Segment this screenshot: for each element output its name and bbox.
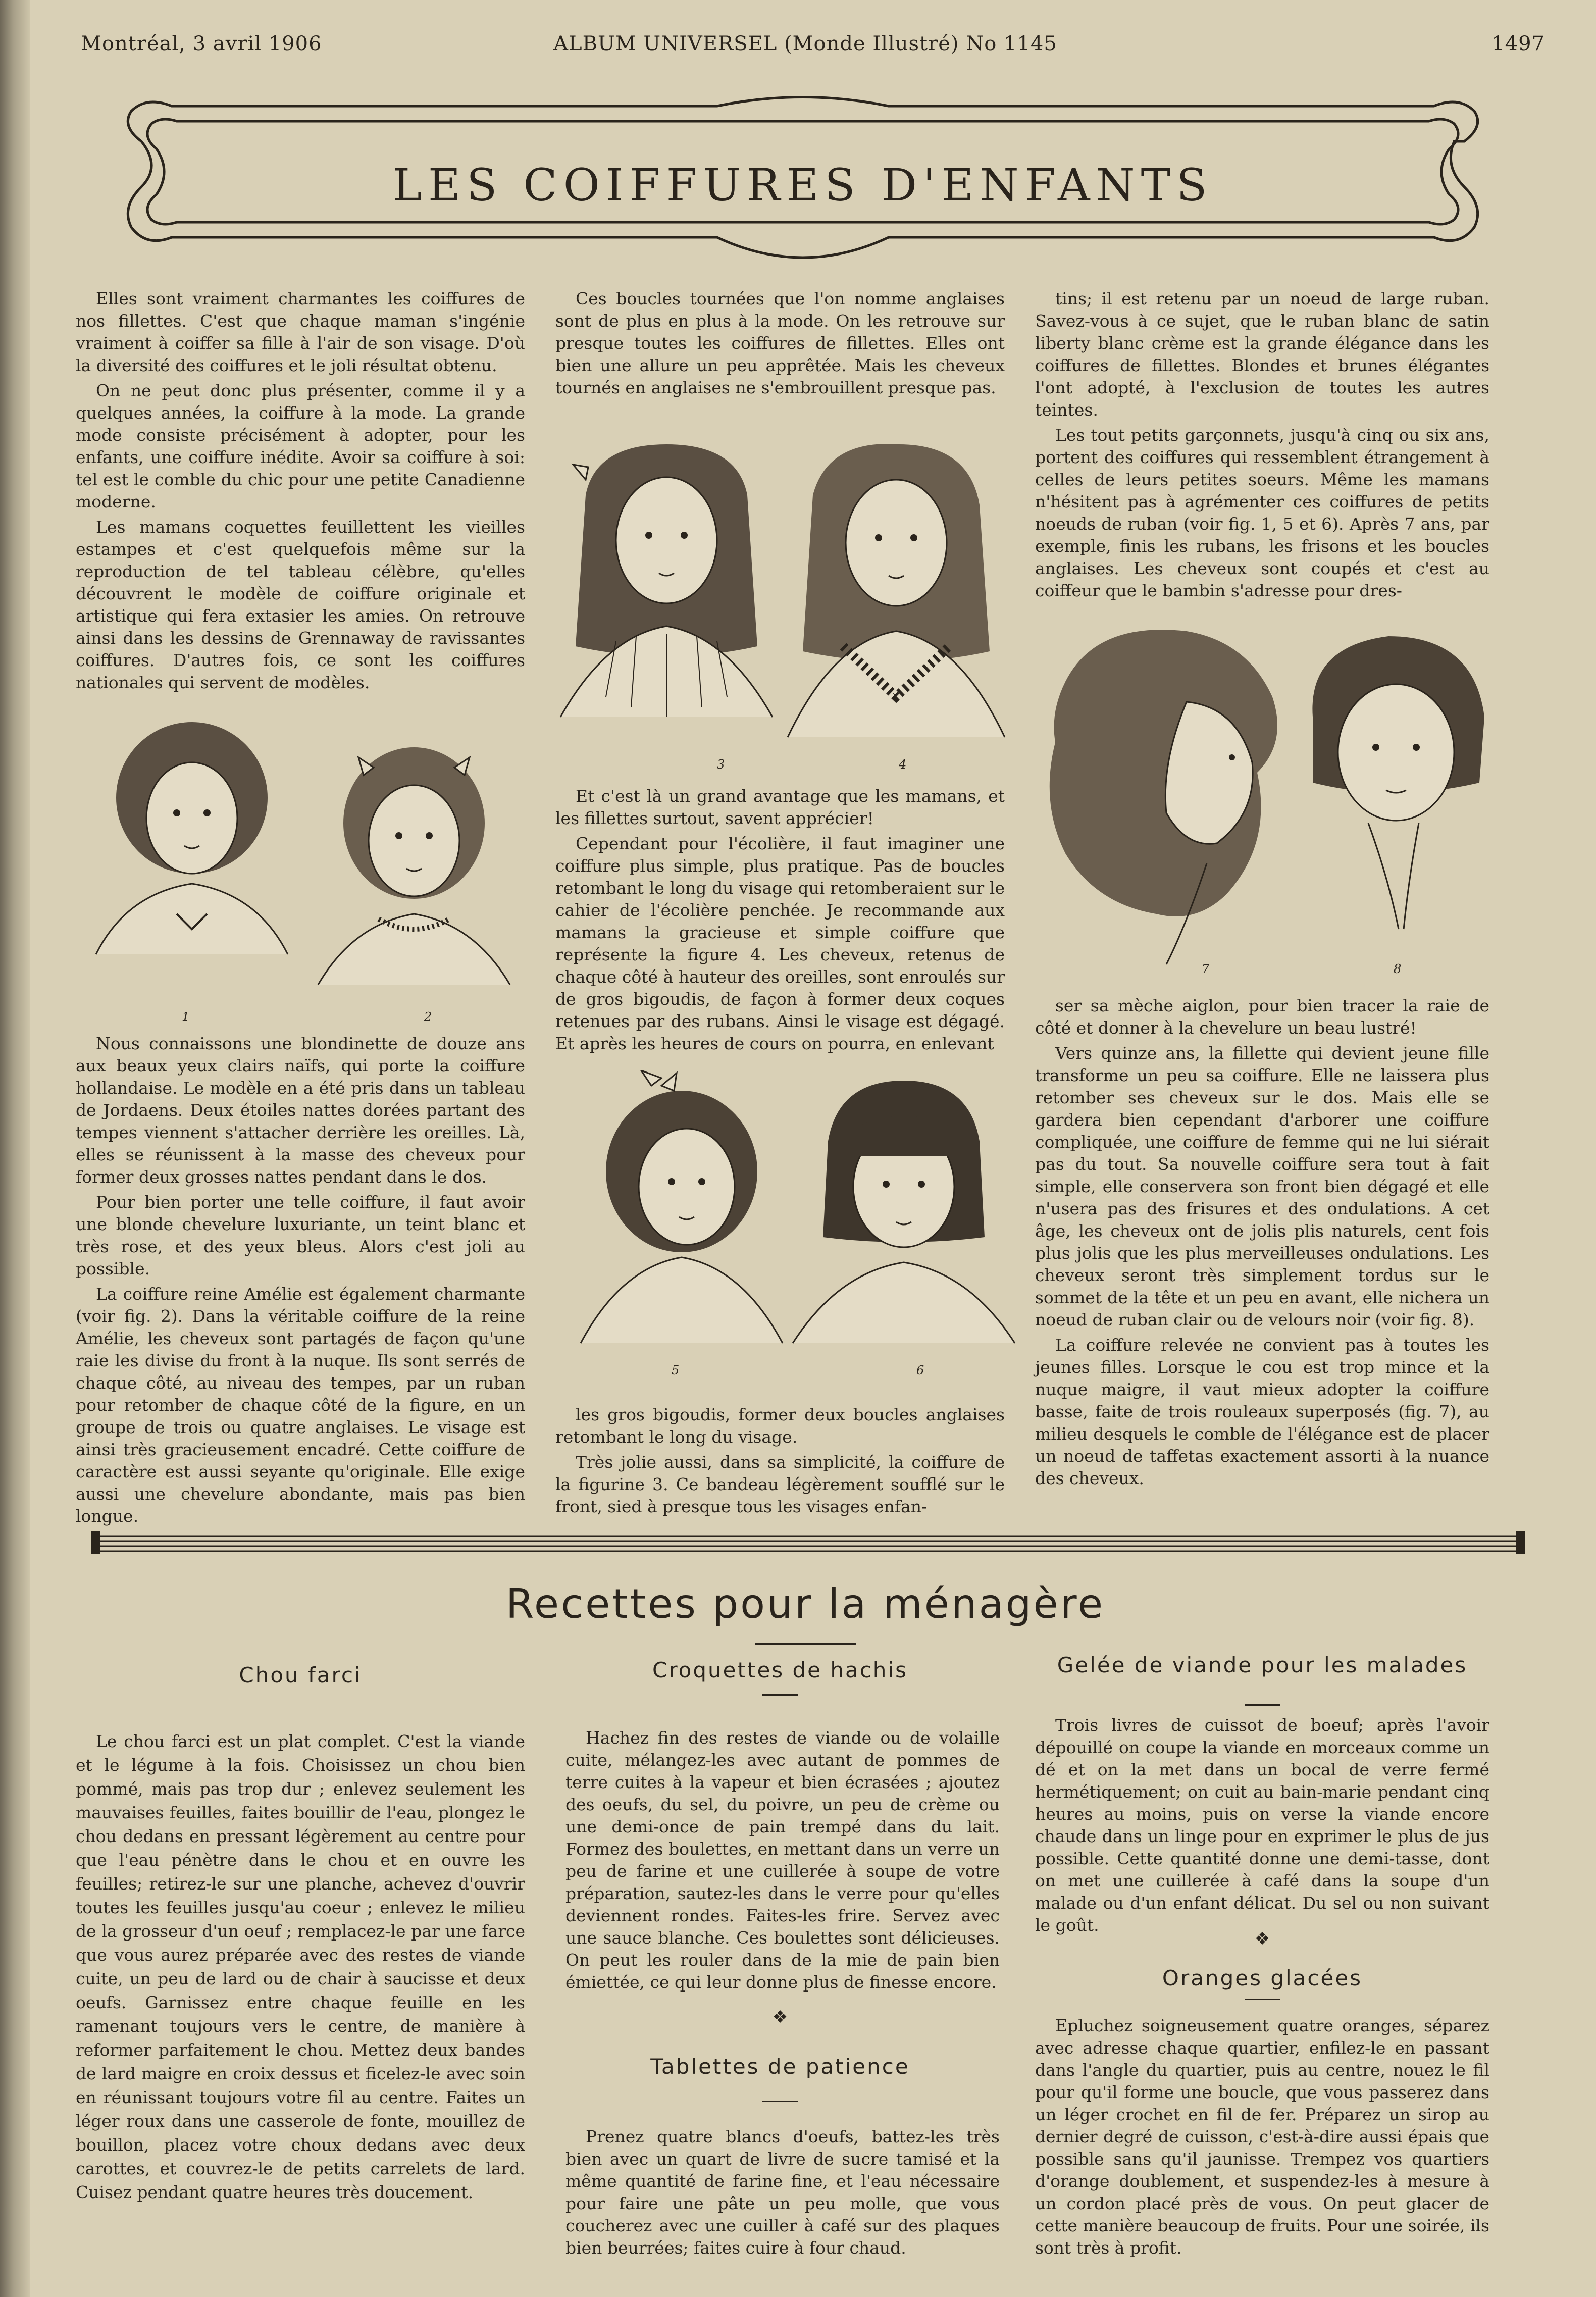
paragraph: ser sa mèche aiglon, pour bien tracer la raie de côté et donner à la chevelure un beau lustré! [1035, 996, 1489, 1038]
recipe-text-croquettes: Hachez fin des restes de viande ou de volaille cuite, mélangez-les avec autant de pommes de terre cuites à la vapeur et bien écrasées ; ajoutez des oeufs, du sel, du poivre, un peu de crème ou une demi-once de pain trempé dans du lait. Formez des boulettes, en mettant dans un verre un peu de farine et une cuillerée à soupe de votre préparation, sautez-les dans le verre pour qu'elles deviennent rondes. Faites-les frire. Servez avec une sauce blanche. Ces boulettes sont délicieuses. On peut les rouler dans de la mie de pain bien émiettée, ce qui leur donne plus de finesse encore. [565, 1728, 1000, 1992]
short-rule [762, 2101, 798, 2102]
article-column-2-bottom [555, 1404, 1005, 1521]
article-column-3-top [1035, 288, 1489, 605]
masthead [61, 32, 1550, 68]
paragraph: Cependant pour l'écolière, il faut imaginer une coiffure plus simple, plus pratique. Pas de boucles retombant le long du visage qui retomberaient sur le cahier de l'écolière penchée. Je recommande aux mamans la gracieuse et simple coiffure que représente la figure 4. Les cheveux, retenus de chaque côté à hauteur des oreilles, sont enroulés sur de gros bigoudis, de façon à former deux coques retenues par des rubans. Ainsi le visage est dégagé. Et après les heures de cours on pourra, en enlevant [555, 834, 1005, 1053]
paragraph: Les tout petits garçonnets, jusqu'à cinq ou six ans, portent des coiffures qui ressemblent étrangement à celles de leurs petites soeurs. Même les mamans n'hésitent pas à agrémenter ces coiffures de petits noeuds de ruban (voir fig. 1, 5 et 6). Après 7 ans, par exemple, finis les rubans, les frisons et les boucles anglaises. Les cheveux sont coupés et c'est au coiffeur que le bambin s'adresse pour dres- [1035, 425, 1489, 600]
paragraph: les gros bigoudis, former deux boucles anglaises retombant le long du visage. [555, 1405, 1005, 1447]
figure-4-girl [778, 434, 1015, 747]
figure-2-girl [303, 737, 525, 990]
figure-caption: 1 [182, 1010, 190, 1024]
article-column-2-top [555, 288, 1005, 402]
recipe-text-gelee: Trois livres de cuissot de boeuf; après l'avoir dépouillé on coupe la viande en morceaux comme un dé et on la met dans un bocal de verre fermé hermétiquement; on cuit au bain-marie pendant cinq heures au moins, puis on verse la viande encore chaude dans un linge pour en exprimer le plus de jus possible. Cette quantité donne une demi-tasse, dont on met une cuillerée à café dans la soupe d'un malade ou d'un enfant délicat. Du sel ou non suivant le goût. [1035, 1715, 1489, 1935]
paragraph: Vers quinze ans, la fillette qui devient jeune fille transforme un peu sa coiffure. Elle ne laissera plus retomber ses cheveux sur le dos. Mais elle se gardera bien cependant d'arborer une coiffure compliquée, une coiffure de femme qui ne lui siérait pas du tout. Sa nouvelle coiffure sera tout à fait simple, elle conservera son front bien dégagé et elle n'usera pas des frisures et des ondulations. A cet âge, les cheveux ont de jolis plis naturels, cent fois plus jolis que les plus merveilleuses ondulations. Les cheveux seront très simplement tordus sur le sommet de la tête et un peu en avant, elle nichera un noeud de ruban clair ou de velours noir (voir fig. 8). [1035, 1043, 1489, 1330]
section-divider [91, 1530, 1525, 1555]
page-number: 1497 [1491, 32, 1545, 56]
paragraph: Et c'est là un grand avantage que les mamans, et les fillettes surtout, savent apprécier! [555, 786, 1005, 828]
figure-caption: 4 [899, 757, 907, 772]
figure-3-girl [555, 434, 778, 747]
paragraph: La coiffure relevée ne convient pas à toutes les jeunes filles. Lorsque le cou est trop mince et la nuque maigre, il vaut mieux adopter la coiffure basse, faite de trois rouleaux superposés (fig. 7), au milieu desquels le comble de l'élégance est de placer un noeud de taffetas exactement assorti à la nuance des cheveux. [1035, 1335, 1489, 1488]
article-column-1-top [76, 288, 525, 697]
recipe-title-croquettes: Croquettes de hachis [652, 1658, 908, 1682]
figure-1-girl [86, 712, 298, 964]
short-rule [1245, 1704, 1280, 1706]
masthead-date: Montréal, 3 avril 1906 [81, 32, 322, 56]
article-title: LES COIFFURES D'ENFANTS [392, 159, 1213, 211]
short-rule [762, 1694, 798, 1696]
article-column-2-middle [555, 785, 1005, 1058]
figure-5-girl [576, 1070, 788, 1353]
title-underline [755, 1643, 856, 1645]
ornament: ❖ [1254, 1929, 1270, 1949]
figure-caption: 7 [1202, 962, 1210, 976]
masthead-publication: ALBUM UNIVERSEL (Monde Illustré) No 1145 [553, 32, 1057, 56]
paragraph: Les mamans coquettes feuillettent les vieilles estampes et c'est quelquefois même sur la reproduction de tel tableau célèbre, qu'elles découvrent le modèle de coiffure originale et artistique qui fera extasier les amies. On retrouve ainsi dans les dessins de Grennaway de ravissantes coiffures. D'autres fois, ce sont les coiffures nationales qui servent de modèles. [76, 517, 525, 692]
paragraph: Pour bien porter une telle coiffure, il faut avoir une blonde chevelure luxuriante, un teint blanc et très rose, et des yeux bleus. Alors c'est joli au possible. [76, 1192, 525, 1279]
article-title-frame [111, 86, 1495, 288]
figure-caption: 3 [717, 757, 725, 772]
recipe-text-oranges: Epluchez soigneusement quatre oranges, séparez avec adresse chaque quartier, enfilez-le en passant dans l'angle du quartier, puis au centre, nouez le fil pour qu'il forme une boucle, que vous passerez dans un léger crochet en fil de fer. Préparez un sirop au dernier degré de cuisson, c'est-à-dire aussi épais que possible sans qu'il jaunisse. Trempez vos quartiers d'orange doublement, et suspendez-les à mesure à un cordon placé près de vous. On peut glacer de cette manière beaucoup de fruits. Pour une soirée, ils sont très à profit. [1035, 2016, 1489, 2258]
short-rule [1245, 1999, 1280, 2000]
paragraph: tins; il est retenu par un noeud de large ruban. Savez-vous à ce sujet, que le ruban blanc de satin liberty blanc crème est la grande élégance dans les coiffures de fillettes. Blondes et brunes élégantes l'ont adopté, à l'exclusion de toutes les autres teintes. [1035, 289, 1489, 420]
paragraph: On ne peut donc plus présenter, comme il y a quelques années, la coiffure à la mode. La grande mode consiste précisément à adopter, pour les enfants, une coiffure inédite. Avoir sa coiffure à soi: tel est le comble du chic pour une petite Canadienne moderne. [76, 381, 525, 512]
figure-caption: 6 [916, 1363, 924, 1377]
paragraph: Nous connaissons une blondinette de douze ans aux beaux yeux clairs naïfs, qui porte la coiffure hollandaise. Le modèle en a été pris dans un tableau de Jordaens. Deux étoiles nattes dorées partant des tempes viennent s'attacher derrière les oreilles. Là, elles se réunissent à la masse des cheveux pour former deux grosses nattes pendant dans le dos. [76, 1034, 525, 1187]
figure-6-boy [788, 1070, 1020, 1353]
recipe-text-tablettes: Prenez quatre blancs d'oeufs, battez-les très bien avec un quart de livre de sucre tamisé et la même quantité de farine fine, et l'eau nécessaire pour faire une pâte un peu molle, que vous coucherez avec une cuiller à café sur des plaques bien beurrées; faites cuire à four chaud. [565, 2127, 1000, 2258]
figure-caption: 8 [1394, 962, 1402, 976]
paragraph: Elles sont vraiment charmantes les coiffures de nos fillettes. C'est que chaque maman s'ingénie vraiment à coiffer sa fille à l'air de son visage. D'où la diversité des coiffures et le joli résultat obtenu. [76, 289, 525, 375]
paragraph: La coiffure reine Amélie est également charmante (voir fig. 2). Dans la véritable coiffure de la reine Amélie, les cheveux sont partagés de façon qu'une raie les divise du front à la nuque. Ils sont serrés de chaque côté, au niveau des tempes, par un ruban pour retomber de chaque côté de la figure, en un groupe de trois ou quatre anglaises. Le visage est ainsi très gracieusement encadré. Cette coiffure de caractère est aussi seyante qu'originale. Elle exige aussi une chevelure abondante, mais pas bien longue. [76, 1284, 525, 1526]
recipe-title-chou-farci: Chou farci [239, 1663, 362, 1688]
paragraph: Très jolie aussi, dans sa simplicité, la coiffure de la figurine 3. Ce bandeau légèrement soufflé sur le front, sied à presque tous les visages enfan- [555, 1452, 1005, 1516]
ornament: ❖ [772, 2007, 788, 2027]
figure-caption: 2 [424, 1010, 432, 1024]
recipe-title-gelee: Gelée de viande pour les malades [1057, 1653, 1468, 1677]
figure-8-young-woman [1288, 616, 1505, 949]
paragraph: Ces boucles tournées que l'on nomme anglaises sont de plus en plus à la mode. On les retrouve sur presque toutes les coiffures de fillettes. Elles ont bien une allure un peu apprêtée. Mais les cheveux tournés en anglaises ne s'embrouillent presque pas. [555, 289, 1005, 397]
book-spine [0, 0, 30, 2297]
figure-7-young-woman [1035, 611, 1298, 975]
article-column-1-bottom [76, 1033, 525, 1530]
article-column-3-bottom [1035, 995, 1489, 1493]
recipe-text-chou-farci: Le chou farci est un plat complet. C'est la viande et le légume à la fois. Choisissez un chou bien pommé, mais pas trop dur ; enlevez seulement les mauvaises feuilles, faites bouillir de l'eau, plongez le chou dedans en pressant légèrement au centre pour que l'eau pénètre dans le chou et en ouvre les feuilles; retirez-le sur une planche, achevez d'ouvrir toutes les feuilles jusqu'au coeur ; enlevez le milieu de la grosseur d'un oeuf ; remplacez-le par une farce que vous aurez préparée avec des restes de viande cuite, un peu de lard ou de chair à saucisse et deux oeufs. Garnissez entre chaque feuille en les ramenant toujours vers le centre, de manière à reformer parfaitement le chou. Mettez deux bandes de lard maigre en croix dessus et ficelez-le avec soin en réunissant toujours votre fil au centre. Faites un léger roux dans une casserole de fonte, mouillez de bouillon, placez votre choux dedans avec deux carottes, et couvrez-le de petits carrelets de lard. Cuisez pendant quatre heures très doucement. [76, 1731, 525, 2202]
newspaper-page [61, 20, 1550, 2282]
recipes-section-title: Recettes pour la ménagère [505, 1580, 1105, 1627]
recipe-title-oranges: Oranges glacées [1162, 1966, 1363, 1990]
figure-caption: 5 [672, 1363, 680, 1377]
recipe-title-tablettes: Tablettes de patience [650, 2054, 910, 2079]
